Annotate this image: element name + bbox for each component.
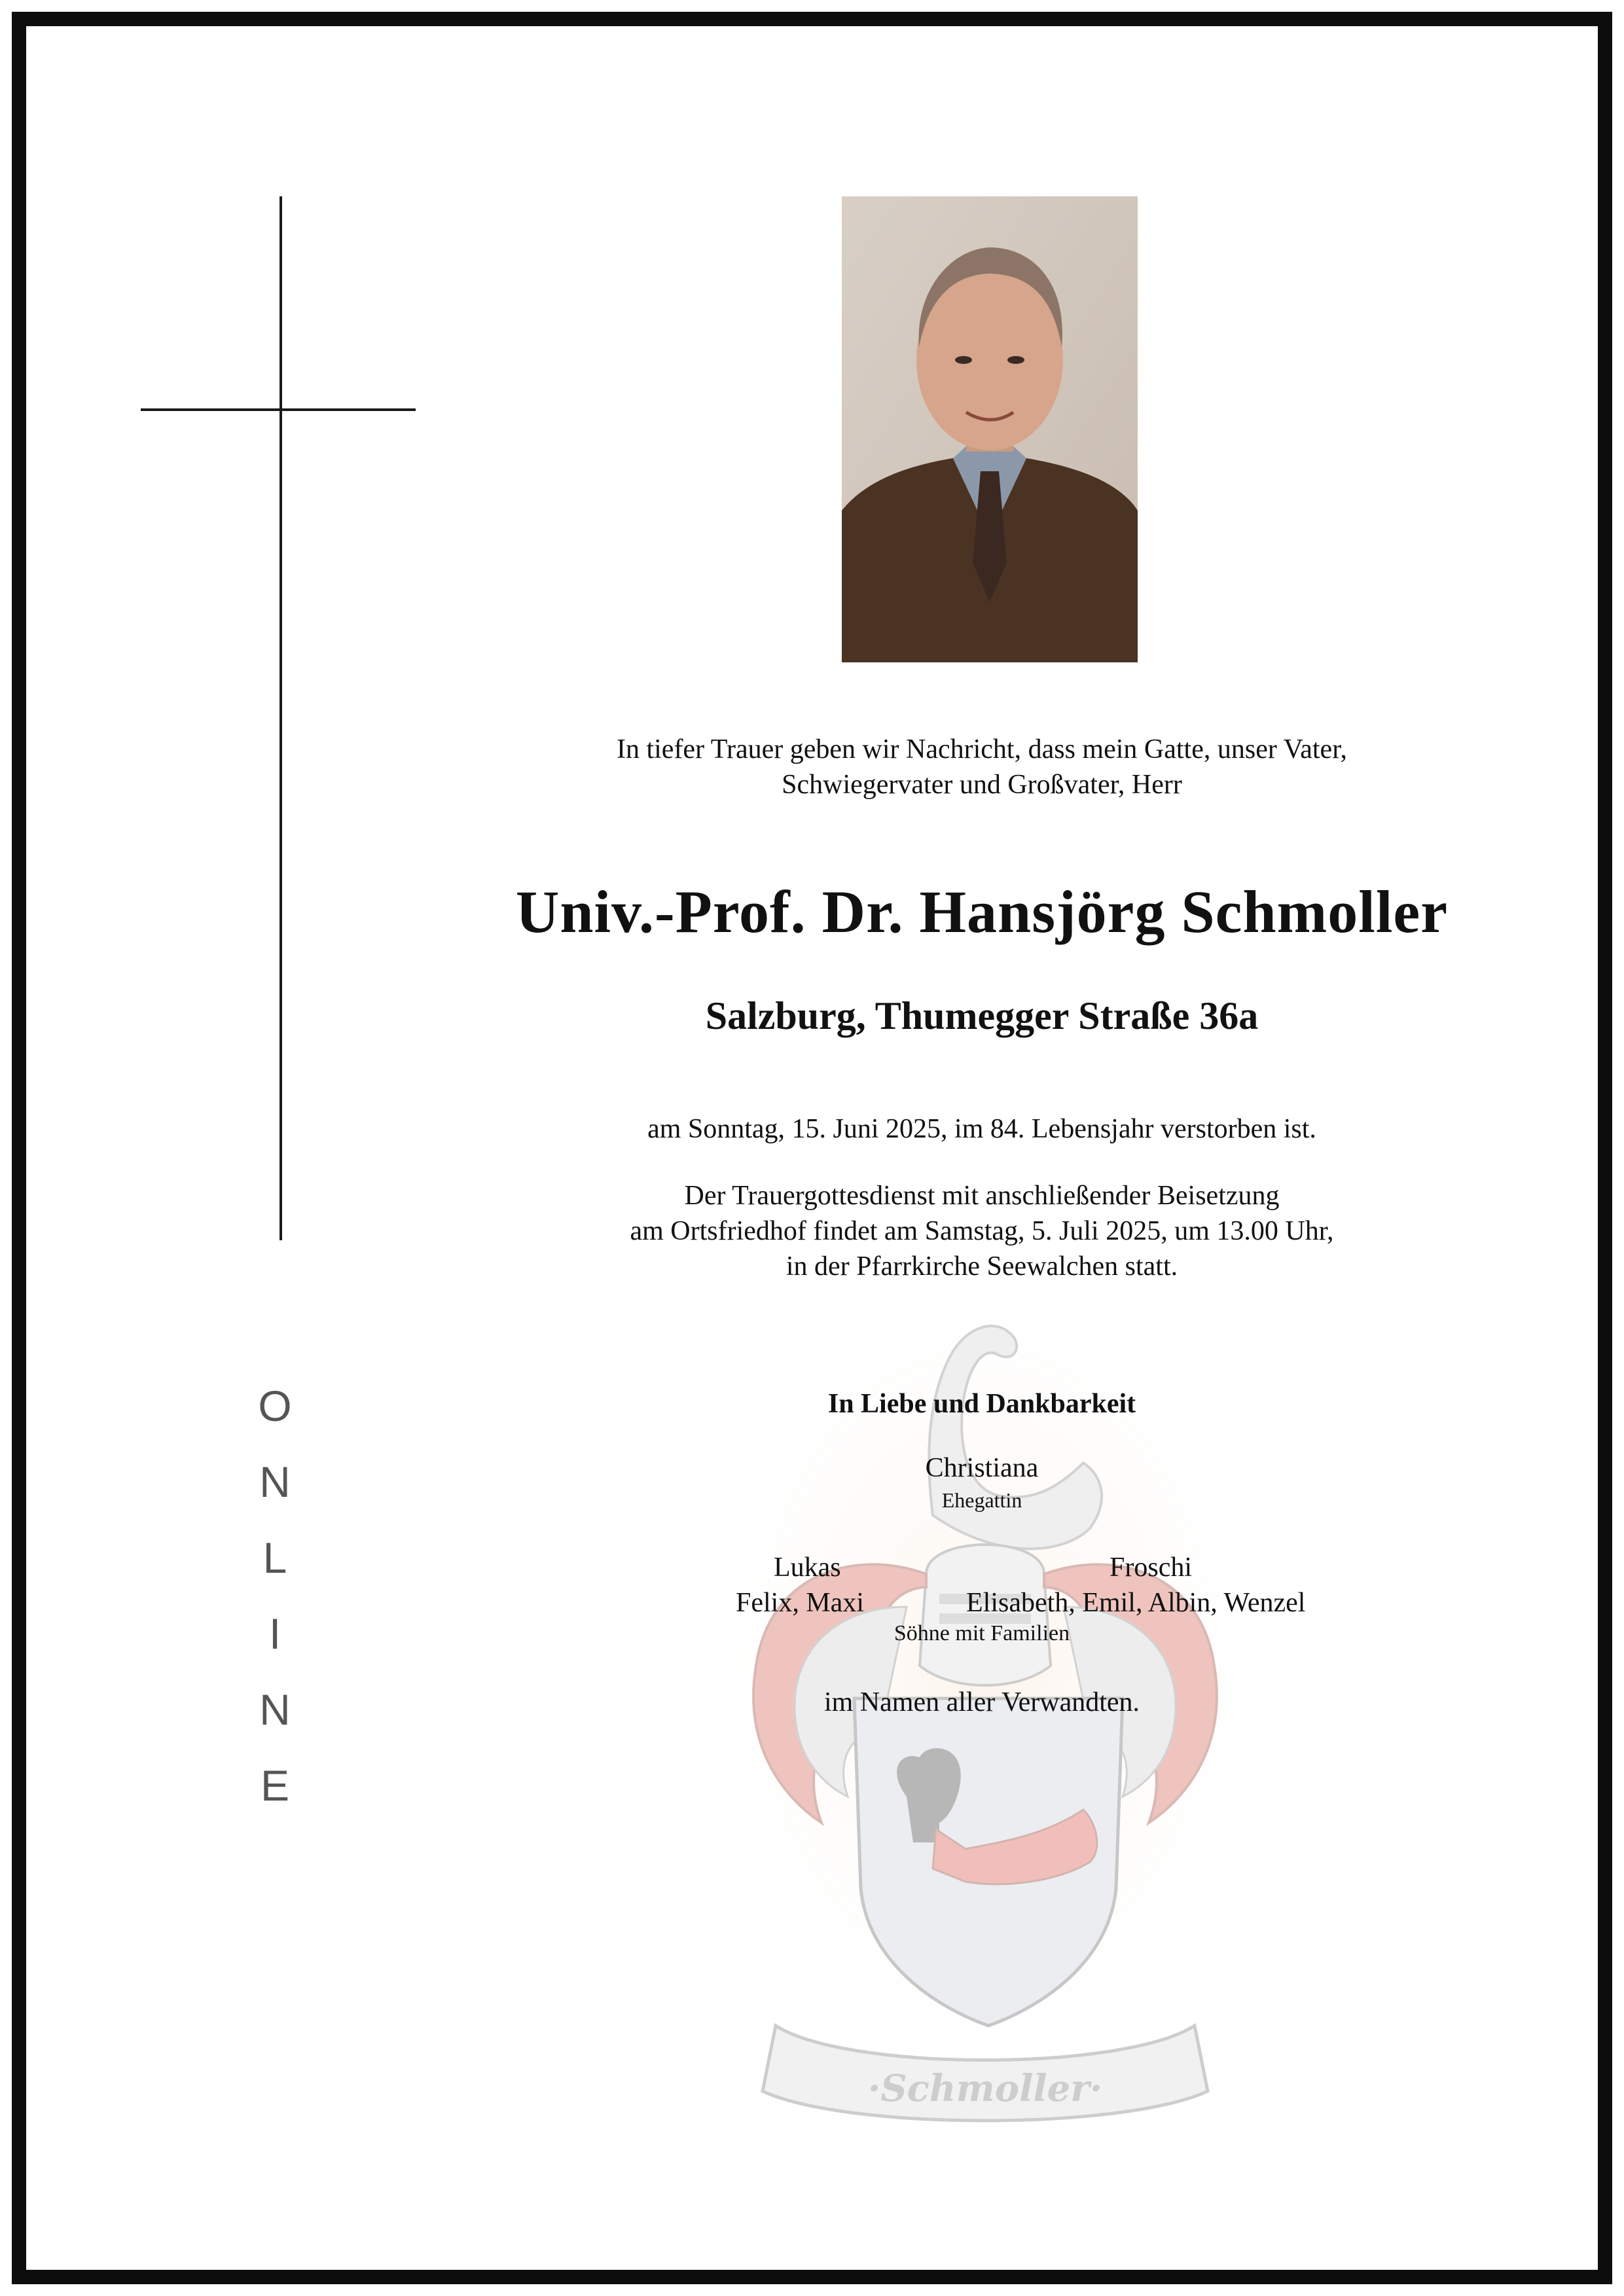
online-label <box>255 1368 295 1823</box>
service-line-2: am Ortsfriedhof findet am Samstag, 5. Juli 2025, um 13.00 Uhr, <box>630 1216 1334 1246</box>
online-letter: N <box>259 1458 291 1506</box>
spouse-role: Ehegattin <box>941 1488 1022 1512</box>
online-letter: N <box>259 1685 291 1734</box>
son1-name: Lukas <box>774 1552 841 1583</box>
crest-banner-text: ·Schmoller· <box>867 2067 1103 2110</box>
online-letter: I <box>268 1609 281 1658</box>
deceased-address: Salzburg, Thumegger Straße 36a <box>705 994 1259 1037</box>
portrait-photo <box>842 196 1138 662</box>
online-letter: E <box>260 1761 290 1810</box>
service-line-3: in der Pfarrkirche Seewalchen statt. <box>785 1251 1178 1282</box>
death-date-line: am Sonntag, 15. Juni 2025, im 84. Lebensjahr verstorben ist. <box>647 1114 1316 1144</box>
mourners-heading: In Liebe und Dankbarkeit <box>827 1389 1136 1419</box>
cross-vertical-bar <box>280 196 282 1240</box>
intro-line-2: Schwiegervater und Großvater, Herr <box>782 770 1182 800</box>
son1-family: Felix, Maxi <box>736 1588 864 1618</box>
cross-horizontal-bar <box>141 408 416 411</box>
spouse-name: Christiana <box>925 1453 1039 1483</box>
online-letter: O <box>258 1382 292 1430</box>
closing-line: im Namen aller Verwandten. <box>823 1687 1140 1717</box>
deceased-name: Univ.-Prof. Dr. Hansjörg Schmoller <box>515 878 1449 945</box>
service-line-1: Der Trauergottesdienst mit anschließender Beisetzung <box>684 1181 1280 1211</box>
son2-family: Elisabeth, Emil, Albin, Wenzel <box>966 1588 1306 1618</box>
sons-role: Söhne mit Familien <box>893 1621 1070 1645</box>
son2-name: Froschi <box>1110 1552 1192 1583</box>
coat-of-arms-watermark <box>691 1299 1280 2150</box>
online-letter: L <box>262 1534 287 1582</box>
intro-line-1: In tiefer Trauer geben wir Nachricht, dass mein Gatte, unser Vater, <box>616 734 1347 764</box>
